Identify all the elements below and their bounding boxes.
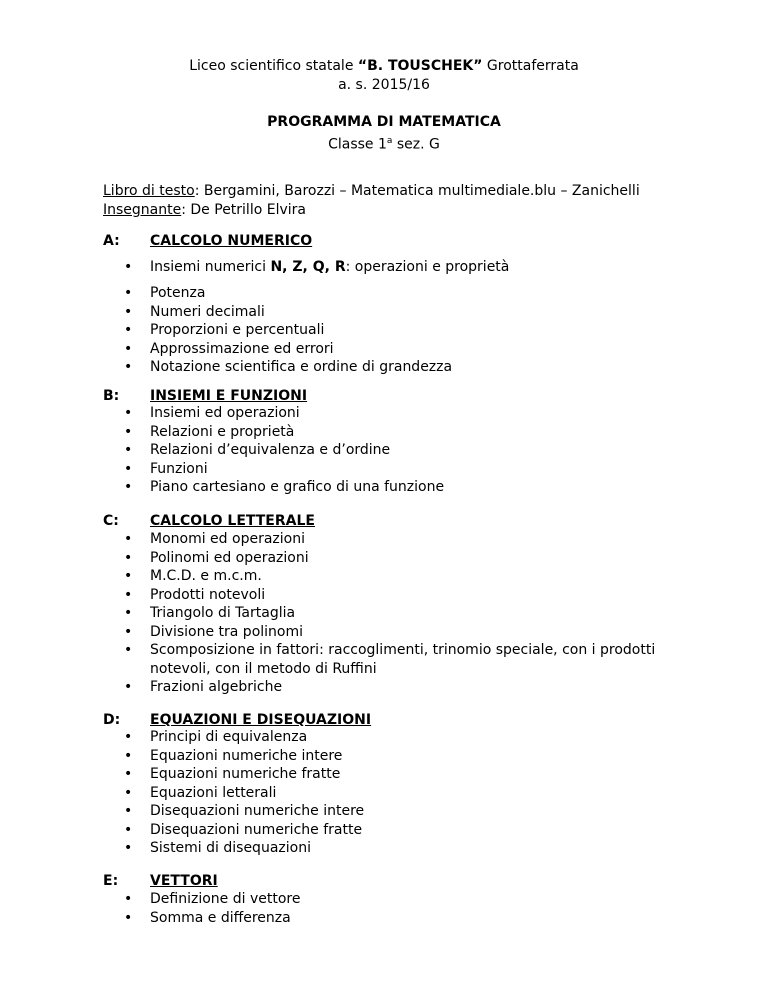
teacher-line xyxy=(103,201,306,220)
list-item: • Divisione tra polinomi xyxy=(0,623,670,642)
section-a-letter: A: xyxy=(103,233,120,249)
textbook-value: : Bergamini, Barozzi – Matematica multimediale.blu – Zanichelli xyxy=(194,183,640,199)
section-c-list xyxy=(0,530,670,697)
section-e-title: VETTORI xyxy=(150,873,218,889)
list-item: • Definizione di vettore xyxy=(0,890,670,909)
list-item: • M.C.D. e m.c.m. xyxy=(0,567,670,586)
school-line xyxy=(0,57,768,76)
class-prefix: Classe 1 xyxy=(328,136,387,153)
list-item: • Principi di equivalenza xyxy=(0,728,670,747)
list-item: • Funzioni xyxy=(0,460,670,479)
school-city: Grottaferrata xyxy=(482,58,579,74)
section-c-title: CALCOLO LETTERALE xyxy=(150,513,315,529)
list-item: • Piano cartesiano e grafico di una funzione xyxy=(0,478,670,497)
list-item: • Proporzioni e percentuali xyxy=(0,321,670,340)
list-item: • Disequazioni numeriche fratte xyxy=(0,821,670,840)
school-prefix: Liceo scientifico statale xyxy=(189,58,358,74)
program-title: PROGRAMMA DI MATEMATICA xyxy=(267,114,501,130)
list-item: • Disequazioni numeriche intere xyxy=(0,802,670,821)
teacher-value: : De Petrillo Elvira xyxy=(181,202,306,218)
school-name: “B. TOUSCHEK” xyxy=(357,58,483,74)
section-a-first-list xyxy=(0,258,670,277)
list-item: • Relazioni d’equivalenza e d’ordine xyxy=(0,441,670,460)
list-item xyxy=(0,258,670,277)
list-item: • Potenza xyxy=(0,284,670,303)
list-item: • Equazioni numeriche intere xyxy=(0,747,670,766)
list-item: • Equazioni letterali xyxy=(0,784,670,803)
textbook-label: Libro di testo xyxy=(103,183,195,199)
textbook-line xyxy=(103,182,640,201)
number-sets: N, Z, Q, R xyxy=(270,259,346,275)
section-d-list xyxy=(0,728,670,858)
section-d-title: EQUAZIONI E DISEQUAZIONI xyxy=(150,712,372,728)
section-b-list xyxy=(0,404,670,497)
list-item-text: Insiemi numerici xyxy=(150,259,271,275)
school-year: a. s. 2015/16 xyxy=(338,77,430,93)
class-line xyxy=(0,132,768,155)
list-item: • Sistemi di disequazioni xyxy=(0,839,670,858)
list-item: • Numeri decimali xyxy=(0,303,670,322)
section-e-list xyxy=(0,890,670,927)
section-d-letter: D: xyxy=(103,712,121,728)
section-b-title: INSIEMI E FUNZIONI xyxy=(150,388,308,404)
class-superscript: a xyxy=(386,136,393,146)
section-e-letter: E: xyxy=(103,873,119,889)
list-item: • Somma e differenza xyxy=(0,909,670,928)
list-item: • Approssimazione ed errori xyxy=(0,340,670,359)
section-b-letter: B: xyxy=(103,388,120,404)
list-item: • Relazioni e proprietà xyxy=(0,423,670,442)
section-a-list xyxy=(0,284,670,377)
list-item: • Equazioni numeriche fratte xyxy=(0,765,670,784)
list-item: • Monomi ed operazioni xyxy=(0,530,670,549)
list-item: • Prodotti notevoli xyxy=(0,586,670,605)
list-item: • Polinomi ed operazioni xyxy=(0,549,670,568)
section-c-letter: C: xyxy=(103,513,119,529)
list-item: • Triangolo di Tartaglia xyxy=(0,604,670,623)
list-item: • Notazione scientifica e ordine di grandezza xyxy=(0,358,670,377)
section-a-title: CALCOLO NUMERICO xyxy=(150,233,313,249)
class-section: sez. G xyxy=(392,136,440,153)
list-item: • Insiemi ed operazioni xyxy=(0,404,670,423)
list-item-text: : operazioni e proprietà xyxy=(345,259,510,275)
teacher-label: Insegnante xyxy=(103,202,182,218)
list-item: • Scomposizione in fattori: raccoglimenti, trinomio speciale, con i prodotti notevoli, con il metodo di Ruffini xyxy=(0,641,670,678)
list-item: • Frazioni algebriche xyxy=(0,678,670,697)
